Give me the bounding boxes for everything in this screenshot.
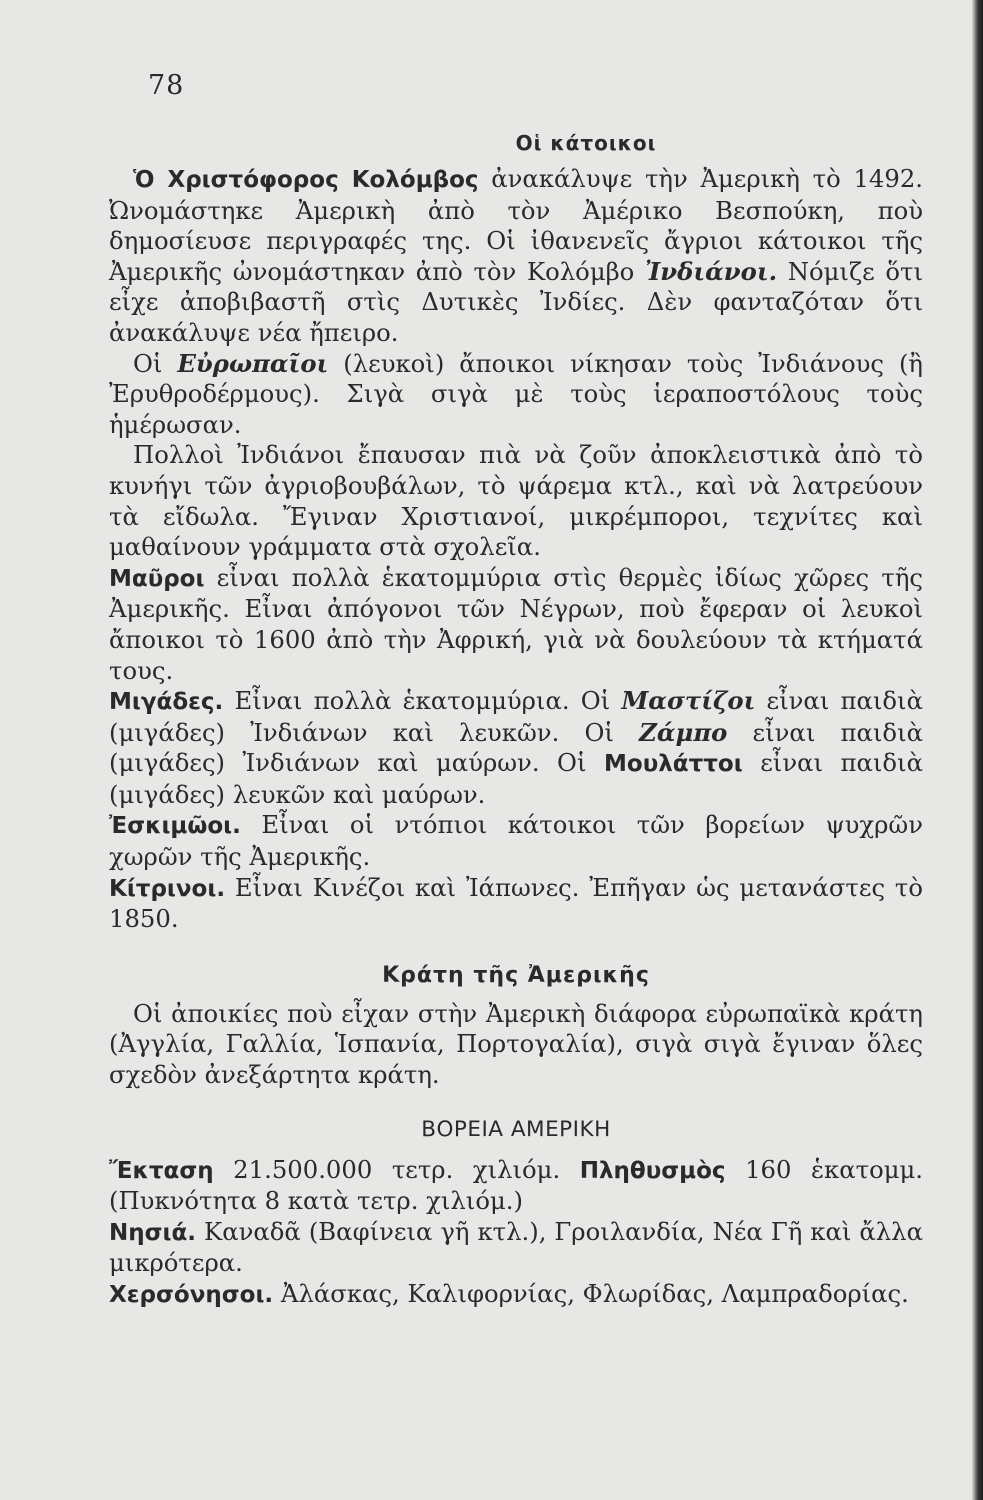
- term-zambo: Ζάμπο: [639, 717, 728, 747]
- paragraph-eskimos: [109, 810, 923, 872]
- term-europeans: Εὐρωπαῖοι: [177, 348, 329, 378]
- paragraph-asians: [109, 873, 923, 935]
- text-segment: 21.500.000 τετρ. χιλιόμ.: [213, 1154, 580, 1184]
- paragraph-europeans: [109, 349, 923, 441]
- text-segment: Νόμιζε ὅτι εἶχε ἀποβιβαστῆ στὶς Δυτικὲς Ἰνδίες. Δὲν φανταζόταν ὅτι ἀνακάλυψε νέα ἤπειρο.: [109, 256, 923, 347]
- lead-columbus: Ὁ Χριστόφορος Κολόμβος: [133, 167, 479, 193]
- lead-area: Ἔκταση: [109, 1157, 214, 1184]
- lead-peninsulas: Χερσόνησοι.: [109, 1282, 274, 1308]
- section-title-states: Κράτη τῆς Ἀμερικῆς: [382, 962, 650, 988]
- text-segment: Καναδᾶ (Βαφίνεια γῆ κτλ.), Γροιλανδία, Νέα Γῆ καὶ ἄλλα μικρότερα.: [109, 1216, 923, 1278]
- text-segment: Εἶναι Κινέζοι καὶ Ἰάπωνες. Ἐπῆγαν ὡς μετανάστες τὸ 1850.: [109, 872, 923, 934]
- text-segment: ἀνακάλυψε τὴν Ἀμερικὴ τὸ 1492. Ὠνομάστηκε Ἀμερικὴ ἀπὸ τὸν Ἀμέρικο Βεσπούκη, ποὺ δημοσίευσε περιγραφές της. Οἱ ἰθανενεῖς ἄγριοι κάτοικοι τῆς Ἀμερικῆς ὠνομάστηκαν ἀπὸ τὸν Κολόμβο: [109, 164, 923, 286]
- text-segment: Οἱ: [133, 348, 178, 378]
- term-mestizos: Μαστίζοι: [621, 686, 756, 716]
- lead-islands: Νησιά.: [109, 1219, 197, 1246]
- text-segment: Εἶναι οἱ ντόπιοι κάτοικοι τῶν βορείων ψυχρῶν χωρῶν τῆς Ἀμερικῆς.: [109, 810, 923, 872]
- term-indians: Ἰνδιάνοι.: [644, 256, 778, 286]
- lead-population: Πληθυσμὸς: [579, 1157, 726, 1184]
- page-number: 78: [148, 70, 185, 101]
- lead-eskimos: Ἐσκιμῶοι.: [109, 813, 241, 840]
- page-edge-shadow: [972, 0, 983, 1500]
- paragraph-peninsulas: [109, 1279, 923, 1311]
- lead-asians: Κίτρινοι.: [109, 875, 226, 902]
- text-segment: (λευκοὶ) ἄποικοι νίκησαν τοὺς Ἰνδιάνους (ἢ Ἐρυθροδέρμους). Σιγὰ σιγὰ μὲ τοὺς ἱεραποστόλους τοὺς ἡμέρωσαν.: [109, 348, 923, 439]
- term-mulattoes: Μουλάττοι: [604, 751, 743, 778]
- paragraph-mixed: [109, 686, 923, 810]
- lead-mixed: Μιγάδες.: [109, 689, 224, 716]
- section-title-inhabitants: Οἱ κάτοικοι: [515, 131, 657, 155]
- paragraph-area-population: [109, 1155, 923, 1217]
- text-segment: 160 ἑκατομμ. (Πυκνότητα 8 κατὰ τετρ. χιλιόμ.): [109, 1154, 923, 1216]
- paragraph-islands: [109, 1217, 923, 1279]
- paragraph-columbus: [109, 164, 923, 349]
- page-content: [109, 128, 923, 1311]
- text-segment: εἶναι παιδιὰ (μιγάδες) λευκῶν καὶ μαύρων.: [109, 748, 923, 809]
- paragraph-indians-change: Πολλοὶ Ἰνδιάνοι ἔπαυσαν πιὰ νὰ ζοῦν ἀποκλειστικὰ ἀπὸ τὸ κυνήγι τῶν ἀγριοβουβάλων, τὸ ψάρεμα κτλ., καὶ νὰ λατρεύουν τὰ εἴδωλα. Ἔγιναν Χριστιανοί, μικρέμποροι, τεχνίτες καὶ μαθαίνουν γράμματα στὰ σχολεῖα.: [109, 440, 923, 562]
- text-segment: εἶναι παιδιὰ (μιγάδες) Ἰνδιάνων καὶ μαύρων. Οἱ: [109, 717, 923, 778]
- text-segment: Εἶναι πολλὰ ἑκατομμύρια. Οἱ: [223, 686, 622, 716]
- text-segment: εἶναι παιδιὰ (μιγάδες) Ἰνδιάνων καὶ λευκῶν. Οἱ: [109, 686, 923, 747]
- text-segment: εἶναι πολλὰ ἑκατομμύρια στὶς θερμὲς ἰδίως χῶρες τῆς Ἀμερικῆς. Εἶναι ἀπόγονοι τῶν Νέγρων, ποὺ ἔφεραν οἱ λευκοὶ ἄποικοι τὸ 1600 ἀπὸ τὴν Ἀφρική, γιὰ νὰ δουλεύουν τὰ κτήματά τους.: [109, 562, 923, 685]
- lead-blacks: Μαῦροι: [109, 565, 205, 592]
- paragraph-blacks: [109, 563, 923, 686]
- paragraph-states: Οἱ ἀποικίες ποὺ εἶχαν στὴν Ἀμερικὴ διάφορα εὐρωπαϊκὰ κράτη (Ἀγγλία, Γαλλία, Ἱσπανία, Πορτογαλία), σιγὰ σιγὰ ἔγιναν ὅλες σχεδὸν ἀνεξάρτητα κράτη.: [109, 998, 923, 1090]
- section-title-north-america: ΒΟΡΕΙΑ ΑΜΕΡΙΚΗ: [421, 1116, 611, 1142]
- text-segment: Ἀλάσκας, Καλιφορνίας, Φλωρίδας, Λαμπραδορίας.: [273, 1279, 909, 1308]
